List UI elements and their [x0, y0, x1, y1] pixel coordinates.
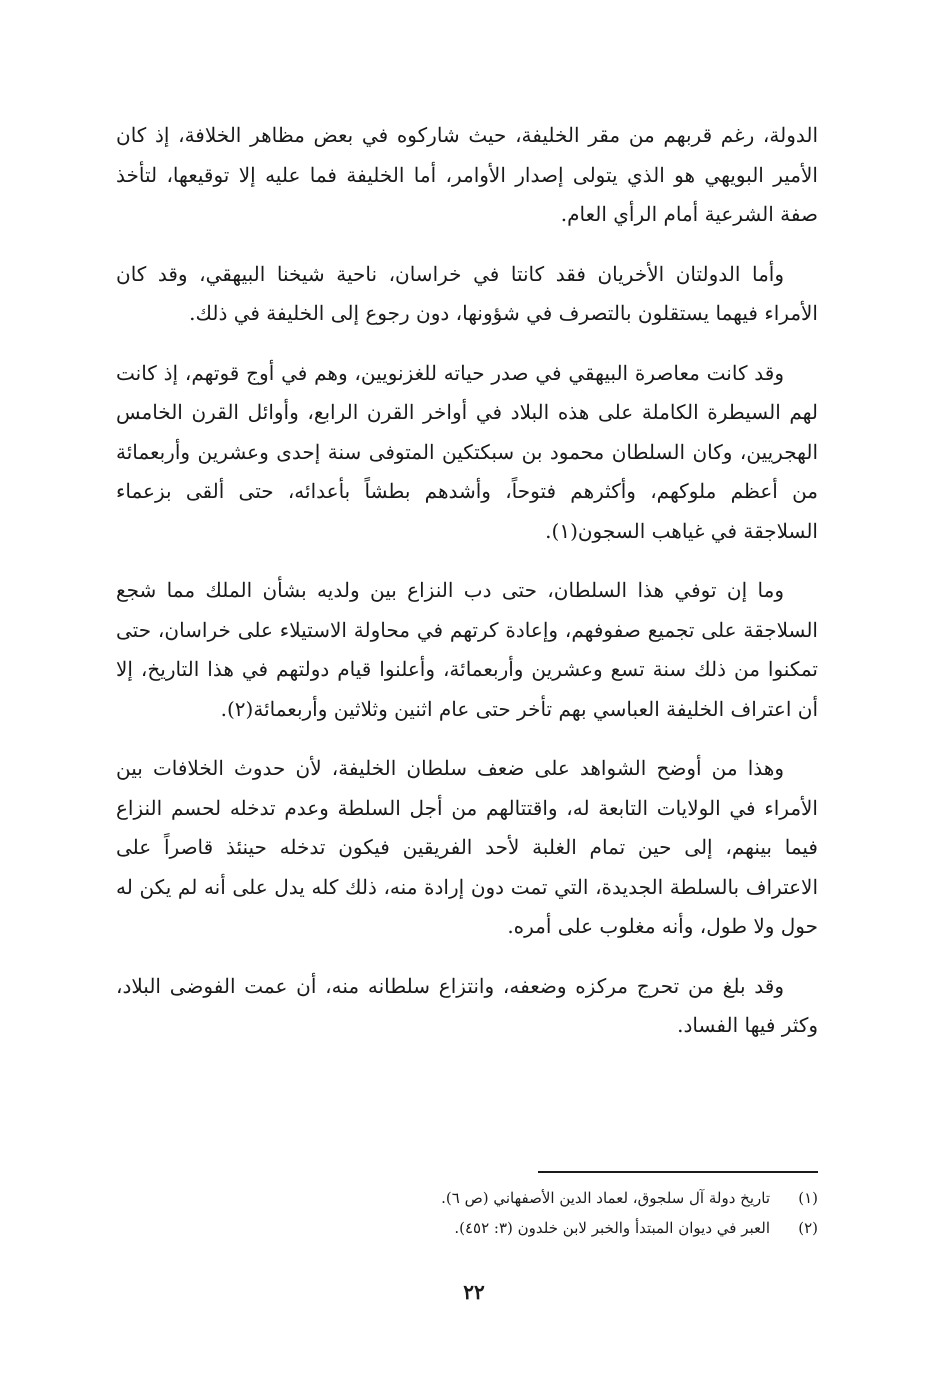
footnotes — [116, 1183, 818, 1243]
page-number: ٢٢ — [463, 1280, 485, 1304]
paragraph: الدولة، رغم قربهم من مقر الخليفة، حيث شاركوه في بعض مظاهر الخلافة، إذ كان الأمير البويهي هو الذي يتولى إصدار الأوامر، أما الخليفة فما عليه إلا توقيعها، لتأخذ صفة الشرعية أمام الرأي العام. — [116, 123, 818, 226]
paragraph: وأما الدولتان الأخريان فقد كانتا في خراسان، ناحية شيخنا البيهقي، وقد كان الأمراء فيهما يستقلون بالتصرف في شؤونها، دون رجوع إلى الخليفة في ذلك. — [116, 261, 818, 325]
paragraph: وما إن توفي هذا السلطان، حتى دب النزاع بين ولديه بشأن الملك مما شجع السلاجقة على تجميع صفوفهم، وإعادة كرتهم في محاولة الاستيلاء على خراسان، حتى تمكنوا من ذلك سنة تسع وعشرين وأربعمائة، وأعلنوا قيام دولتهم في هذا التاريخ، إلا أن اعتراف الخليفة العباسي بهم تأخر حتى عام اثنين وثلاثين وأربعمائة(٢). — [116, 578, 818, 721]
footnote-text: العبر في ديوان المبتدأ والخبر لابن خلدون (٣: ٤٥٢). — [454, 1219, 770, 1237]
footnote-text: تاريخ دولة آل سلجوق، لعماد الدين الأصفهاني (ص ٦). — [441, 1189, 770, 1207]
footnote-number: (١) — [798, 1189, 818, 1207]
paragraph: وهذا من أوضح الشواهد على ضعف سلطان الخليفة، لأن حدوث الخلافات بين الأمراء في الولايات التابعة له، واقتتالهم من أجل السلطة وعدم تدخله لحسم النزاع فيما بينهم، إلى حين تمام الغلبة لأحد الفريقين فيكون تدخله حينئذ قاصراً على الاعتراف بالسلطة الجديدة، التي تمت دون إرادة منه، ذلك كله يدل على أنه لم يكن له حول ولا طول، وأنه مغلوب على أمره. — [116, 756, 818, 938]
paragraph: وقد بلغ من تحرج مركزه وضعفه، وانتزاع سلطانه منه، أن عمت الفوضى البلاد، وكثر فيها الفساد. — [116, 973, 818, 1037]
paragraph: وقد كانت معاصرة البيهقي في صدر حياته للغزنويين، وهم في أوج قوتهم، إذ كانت لهم السيطرة الكاملة على هذه البلاد في أواخر القرن الرابع، وأوائل القرن الخامس الهجريين، وكان السلطان محمود بن سبكتكين المتوفى سنة إحدى وعشرين وأربعمائة من أعظم ملوكهم، وأكثرهم فتوحاً، وأشدهم بطشاً بأعدائه، حتى ألقى بزعماء السلاجقة في غياهب السجون(١). — [116, 360, 819, 543]
footnote-number: (٢) — [798, 1219, 818, 1237]
footnote-item — [116, 1183, 818, 1213]
main-text — [116, 116, 818, 1066]
footnote-item — [116, 1213, 818, 1243]
footnote-divider — [538, 1171, 818, 1173]
